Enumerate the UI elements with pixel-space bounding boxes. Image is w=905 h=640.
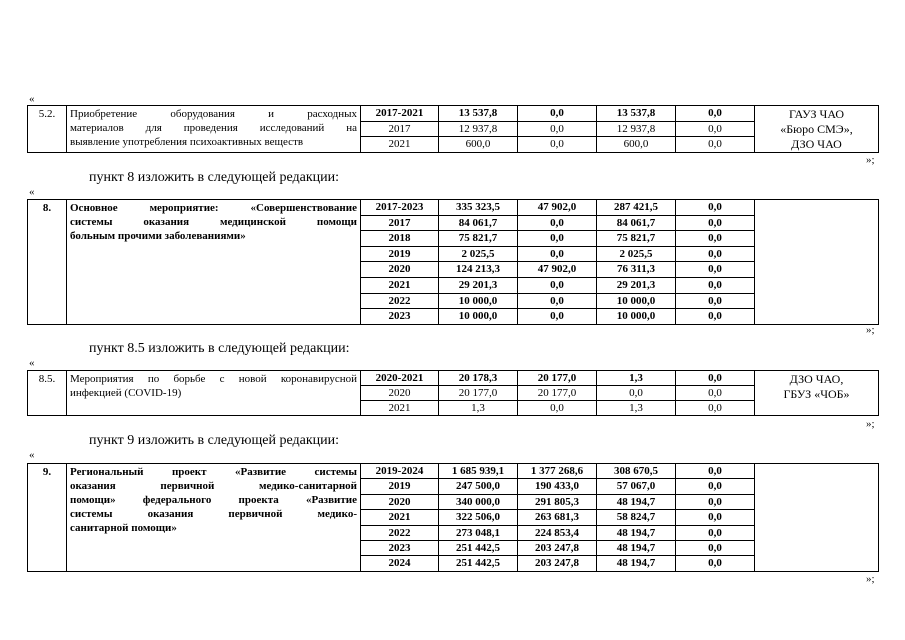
description-line: больным прочими заболеваниями» (70, 230, 246, 242)
amount-cell: 600,0 (439, 137, 518, 153)
amount-cell: 48 194,7 (597, 556, 676, 571)
close-quote: »; (866, 324, 875, 336)
amount-cell: 247 500,0 (439, 479, 518, 494)
amount-cell: 203 247,8 (518, 556, 597, 571)
executor-line: ГАУЗ ЧАО (788, 107, 845, 121)
executor-line: ДЗО ЧАО, (789, 372, 844, 386)
amount-cell: 251 442,5 (439, 540, 518, 555)
amount-cell: 251 442,5 (439, 556, 518, 571)
description-line: системы оказания первичной медико- (70, 508, 357, 520)
amount-cell: 224 853,4 (518, 525, 597, 540)
period-cell: 2024 (361, 556, 439, 571)
item-number: 8. (28, 200, 67, 325)
amount-cell: 13 537,8 (439, 106, 518, 122)
period-cell: 2020-2021 (361, 371, 439, 386)
amount-cell: 291 805,3 (518, 494, 597, 509)
amount-cell: 0,0 (676, 479, 755, 494)
table-section-8 (27, 199, 879, 325)
amount-cell: 0,0 (518, 231, 597, 247)
amount-cell: 0,0 (676, 494, 755, 509)
amount-cell: 0,0 (676, 556, 755, 571)
amount-cell: 20 177,0 (518, 371, 597, 386)
amount-cell: 29 201,3 (439, 277, 518, 293)
amount-cell: 0,0 (676, 401, 755, 416)
period-cell: 2020 (361, 262, 439, 278)
description-line: Региональный проект «Развитие системы (70, 466, 357, 478)
amount-cell: 10 000,0 (439, 309, 518, 325)
amount-cell: 0,0 (518, 246, 597, 262)
table-section-9 (27, 463, 879, 572)
amount-cell: 0,0 (676, 293, 755, 309)
amount-cell: 2 025,5 (597, 246, 676, 262)
period-cell: 2022 (361, 293, 439, 309)
amount-cell: 0,0 (676, 386, 755, 401)
period-cell: 2023 (361, 309, 439, 325)
period-cell: 2017 (361, 121, 439, 137)
amount-cell: 0,0 (676, 215, 755, 231)
description-line: системы оказания медицинской помощи (70, 216, 357, 228)
amount-cell: 0,0 (597, 386, 676, 401)
description-line: помощи» федерального проекта «Развитие (70, 494, 357, 506)
amount-cell: 0,0 (676, 464, 755, 479)
amount-cell: 48 194,7 (597, 494, 676, 509)
table-row (28, 106, 879, 122)
amount-cell: 0,0 (676, 106, 755, 122)
amount-cell: 0,0 (676, 200, 755, 216)
period-cell: 2021 (361, 277, 439, 293)
amount-cell: 190 433,0 (518, 479, 597, 494)
period-cell: 2021 (361, 510, 439, 525)
period-cell: 2023 (361, 540, 439, 555)
executor-line: ДЗО ЧАО (791, 137, 842, 151)
period-cell: 2020 (361, 494, 439, 509)
executor-cell (755, 106, 879, 153)
item-description (67, 464, 361, 572)
amount-cell: 0,0 (676, 121, 755, 137)
executor-cell (755, 371, 879, 416)
amount-cell: 287 421,5 (597, 200, 676, 216)
amount-cell: 1,3 (439, 401, 518, 416)
period-cell: 2017-2021 (361, 106, 439, 122)
table-section-8-5 (27, 370, 879, 416)
amount-cell: 58 824,7 (597, 510, 676, 525)
amount-cell: 2 025,5 (439, 246, 518, 262)
description-line: оказания первичной медико-санитарной (70, 480, 357, 492)
amount-cell: 0,0 (518, 277, 597, 293)
amount-cell: 0,0 (518, 293, 597, 309)
amount-cell: 0,0 (518, 121, 597, 137)
amount-cell: 1 685 939,1 (439, 464, 518, 479)
amount-cell: 20 177,0 (439, 386, 518, 401)
amount-cell: 124 213,3 (439, 262, 518, 278)
period-cell: 2020 (361, 386, 439, 401)
amount-cell: 12 937,8 (439, 121, 518, 137)
executor-line: ГБУЗ «ЧОБ» (783, 387, 850, 401)
amount-cell: 47 902,0 (518, 262, 597, 278)
description-line: материалов для проведения исследований на (70, 122, 357, 134)
amount-cell: 0,0 (676, 262, 755, 278)
executor-line: «Бюро СМЭ», (780, 122, 853, 136)
amount-cell: 0,0 (676, 137, 755, 153)
description-line: Мероприятия по борьбе с новой коронавирусной (70, 373, 357, 385)
period-cell: 2018 (361, 231, 439, 247)
amount-cell: 84 061,7 (439, 215, 518, 231)
item-number: 5.2. (28, 106, 67, 153)
amount-cell: 1,3 (597, 371, 676, 386)
period-cell: 2019-2024 (361, 464, 439, 479)
amount-cell: 0,0 (676, 371, 755, 386)
amount-cell: 12 937,8 (597, 121, 676, 137)
open-quote: « (29, 449, 35, 461)
amount-cell: 0,0 (518, 215, 597, 231)
item-description (67, 371, 361, 416)
table-row (28, 200, 879, 216)
amount-cell: 0,0 (676, 231, 755, 247)
executor-cell (755, 200, 879, 325)
executor-cell (755, 464, 879, 572)
amount-cell: 75 821,7 (439, 231, 518, 247)
amount-cell: 10 000,0 (597, 309, 676, 325)
open-quote: « (29, 93, 35, 105)
period-cell: 2021 (361, 137, 439, 153)
item-number: 8.5. (28, 371, 67, 416)
amount-cell: 0,0 (676, 525, 755, 540)
amount-cell: 0,0 (676, 277, 755, 293)
amount-cell: 84 061,7 (597, 215, 676, 231)
amount-cell: 48 194,7 (597, 525, 676, 540)
amount-cell: 29 201,3 (597, 277, 676, 293)
amount-cell: 273 048,1 (439, 525, 518, 540)
period-cell: 2022 (361, 525, 439, 540)
amount-cell: 0,0 (518, 106, 597, 122)
amount-cell: 20 177,0 (518, 386, 597, 401)
description-line: санитарной помощи» (70, 522, 177, 534)
close-quote: »; (866, 418, 875, 430)
description-line: инфекцией (COVID-19) (70, 387, 182, 399)
close-quote: »; (866, 154, 875, 166)
close-quote: »; (866, 573, 875, 585)
amount-cell: 48 194,7 (597, 540, 676, 555)
amount-cell: 0,0 (676, 309, 755, 325)
amount-cell: 13 537,8 (597, 106, 676, 122)
period-cell: 2019 (361, 479, 439, 494)
amount-cell: 0,0 (676, 540, 755, 555)
amount-cell: 340 000,0 (439, 494, 518, 509)
amount-cell: 263 681,3 (518, 510, 597, 525)
paragraph-9: пункт 9 изложить в следующей редакции: (89, 433, 339, 448)
paragraph-8: пункт 8 изложить в следующей редакции: (89, 170, 339, 185)
amount-cell: 0,0 (518, 309, 597, 325)
amount-cell: 203 247,8 (518, 540, 597, 555)
amount-cell: 10 000,0 (597, 293, 676, 309)
amount-cell: 76 311,3 (597, 262, 676, 278)
amount-cell: 335 323,5 (439, 200, 518, 216)
amount-cell: 0,0 (518, 137, 597, 153)
period-cell: 2017 (361, 215, 439, 231)
paragraph-8-5: пункт 8.5 изложить в следующей редакции: (89, 341, 350, 356)
description-line: выявление употребления психоактивных веществ (70, 136, 304, 148)
period-cell: 2019 (361, 246, 439, 262)
amount-cell: 0,0 (676, 510, 755, 525)
amount-cell: 600,0 (597, 137, 676, 153)
table-section-5-2 (27, 105, 879, 153)
amount-cell: 1,3 (597, 401, 676, 416)
amount-cell: 20 178,3 (439, 371, 518, 386)
amount-cell: 75 821,7 (597, 231, 676, 247)
item-description (67, 106, 361, 153)
open-quote: « (29, 357, 35, 369)
period-cell: 2017-2023 (361, 200, 439, 216)
description-line: Приобретение оборудования и расходных (70, 108, 357, 120)
amount-cell: 0,0 (676, 246, 755, 262)
amount-cell: 10 000,0 (439, 293, 518, 309)
item-number: 9. (28, 464, 67, 572)
open-quote: « (29, 186, 35, 198)
amount-cell: 308 670,5 (597, 464, 676, 479)
amount-cell: 322 506,0 (439, 510, 518, 525)
amount-cell: 1 377 268,6 (518, 464, 597, 479)
amount-cell: 47 902,0 (518, 200, 597, 216)
amount-cell: 0,0 (518, 401, 597, 416)
table-row (28, 464, 879, 479)
period-cell: 2021 (361, 401, 439, 416)
amount-cell: 57 067,0 (597, 479, 676, 494)
table-row (28, 371, 879, 386)
item-description (67, 200, 361, 325)
description-line: Основное мероприятие: «Совершенствование (70, 202, 357, 214)
